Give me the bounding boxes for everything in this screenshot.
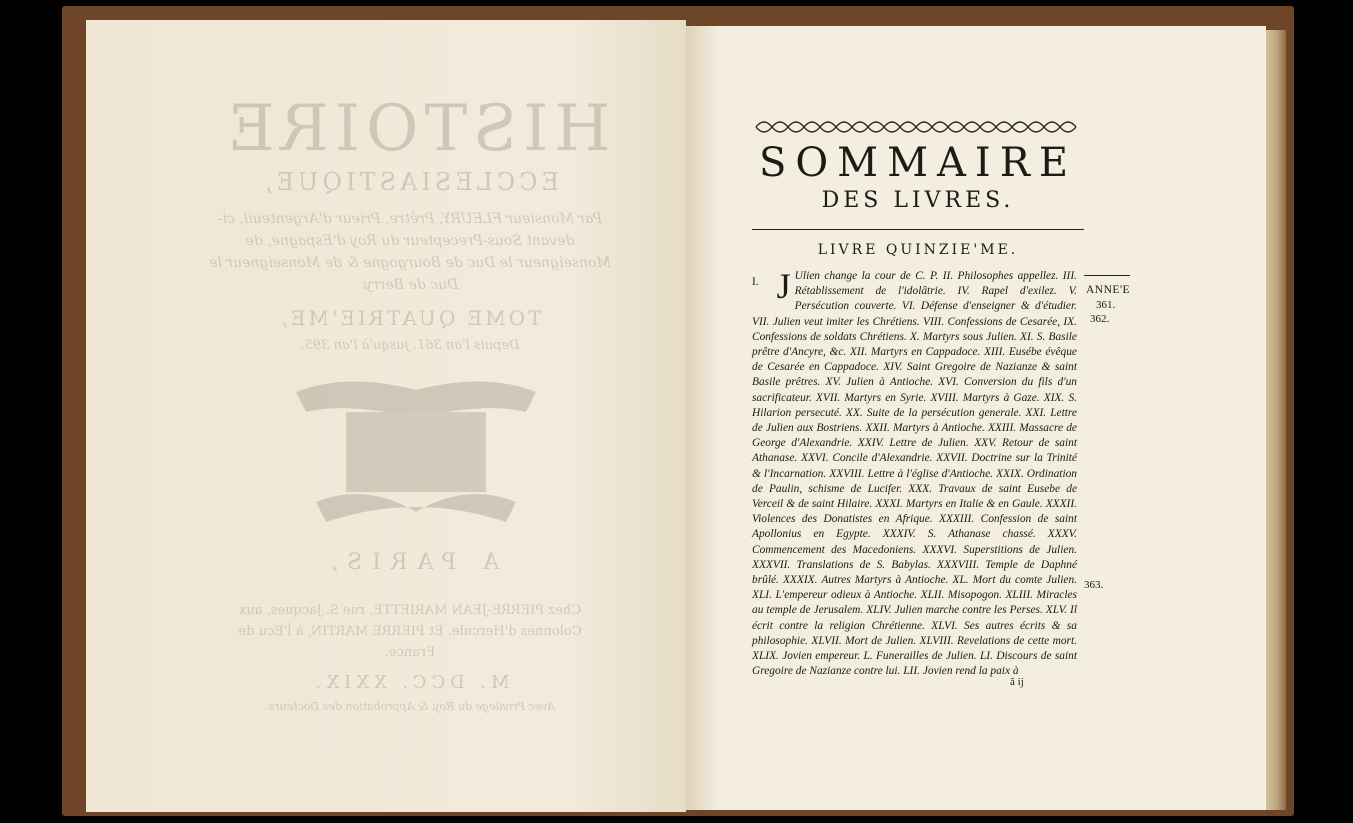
bleed-through-author: Par Monsieur FLEURY, Prêtre, Prieur d'Argenteuil, ci-devant Sous-Precepteur du Roy d'Espagne, de Monseigneur le Duc de Bourgogne & de Monseigneur le Duc de Berry. — [209, 211, 611, 293]
bleed-through-title: HISTOIRE — [221, 92, 611, 166]
margin-year: 362. — [1090, 313, 1110, 325]
margin-year: 361. — [1096, 299, 1116, 311]
bleed-through-year: M. DCC. XXIX. — [310, 672, 510, 693]
bleed-through-publisher: Chez PIERRE-JEAN MARIETTE, rue S. Jacques, aux Colonnes d'Hercule. Et PIERRE MARTIN, à l'Ecu de France. — [238, 603, 582, 660]
bleed-through-ornament — [286, 372, 546, 532]
heading-rule — [752, 229, 1084, 230]
summary-paragraph — [752, 266, 1077, 679]
drop-cap: J — [776, 266, 791, 306]
bleed-through-privilege: Avec Privilege du Roy, & Approbation des Docteurs. — [265, 700, 555, 713]
bleed-through-date: Depuis l'an 361. jusqu'à l'an 395. — [300, 338, 520, 353]
bleed-through-subtitle: ECCLESIASTIQUE, — [261, 168, 559, 196]
summary-text: Ulien change la cour de C. P. II. Philosophes appellez. III. Rétablissement de l'idolâtrie. IV. Rapel d'exilez. V. Persécution couverte. VI. Défense d'enseigner & d'étudier. VII. Julien veut imiter les Chrétiens. VIII. Confessions de Cesarée, IX. Confessions de soldats Chrétiens. X. Martyrs sous Julien. XI. S. Basile prêtre d'Ancyre, &c. XII. Martyrs en Cappadoce. XIII. Eusébe évêque de Cesarée en Cappadoce. XIV. Saint Gregoire de Nazianze & saint Basile prêtres. XV. Julien à Antioche. XVI. Conversion du fils d'un sacrificateur. XVII. Martyrs en Syrie. XVIII. Martyrs à Gaze. XIX. S. Hilarion persecuté. XX. Suite de la persécution generale. XXI. Lettre de Julien aux Bostriens. XXII. Martyrs à Antioche. XXIII. Massacre de George d'Alexandrie. XXIV. Lettre de Julien. XXV. Retour de saint Athanase. XXVI. Concile d'Alexandrie. XXVII. Doctrine sur la Trinité & l'Incarnation. XXVIII. Lettre à l'église d'Antioche. XXIX. Ordination de Paulin, schisme de Lucifer. XXX. Travaux de saint Eusebe de Verceil & de saint Hilaire. XXXI. Martyrs en Italie & en Gaule. XXXII. Violences des Donatistes en Afrique. XXXIII. Confession de saint Apollonius en Egypte. XXXIV. S. Athanase chassé. XXXV. Commencement des Macedoniens. XXXVI. Superstitions de Julien. XXXVII. Translations de S. Babylas. XXXVIII. Temple de Daphné brûlé. XXXIX. Autres Martyrs à Antioche. XL. Mort du comte Julien. XLI. L'empereur odieux à Antioche. XLII. Misopogon. XLIII. Miracles au temple de Jerusalem. XLIV. Julien marche contre les Perses. XLV. Il écrit contre la religion Chrétienne. XLVI. Ses autres écrits & sa philosophie. XLVII. Mort de Julien. XLVIII. Revelations de cette mort. XLIX. Jovien empereur. L. Funerailles de Julien. LI. Discours de saint Gregoire de Nazianze contre lui. LII. Jovien rend la paix à — [752, 270, 1077, 678]
margin-year-label: ANNE'E — [1086, 284, 1131, 296]
page-subheading: DES LIVRES. — [821, 188, 1015, 213]
page-heading: SOMMAIRE — [758, 140, 1078, 186]
bleed-through-city: A PARIS, — [320, 550, 500, 575]
book-title: LIVRE QUINZIE'ME. — [817, 242, 1019, 258]
first-item-number: I. — [752, 276, 759, 288]
signature-mark: ã ij — [1010, 676, 1024, 688]
fleuron-ornament-band — [752, 116, 1084, 138]
margin-year: 363. — [1084, 579, 1104, 591]
margin-rule — [1084, 275, 1130, 276]
bleed-through-tome: TOME QUATRIE'ME, — [278, 306, 542, 330]
